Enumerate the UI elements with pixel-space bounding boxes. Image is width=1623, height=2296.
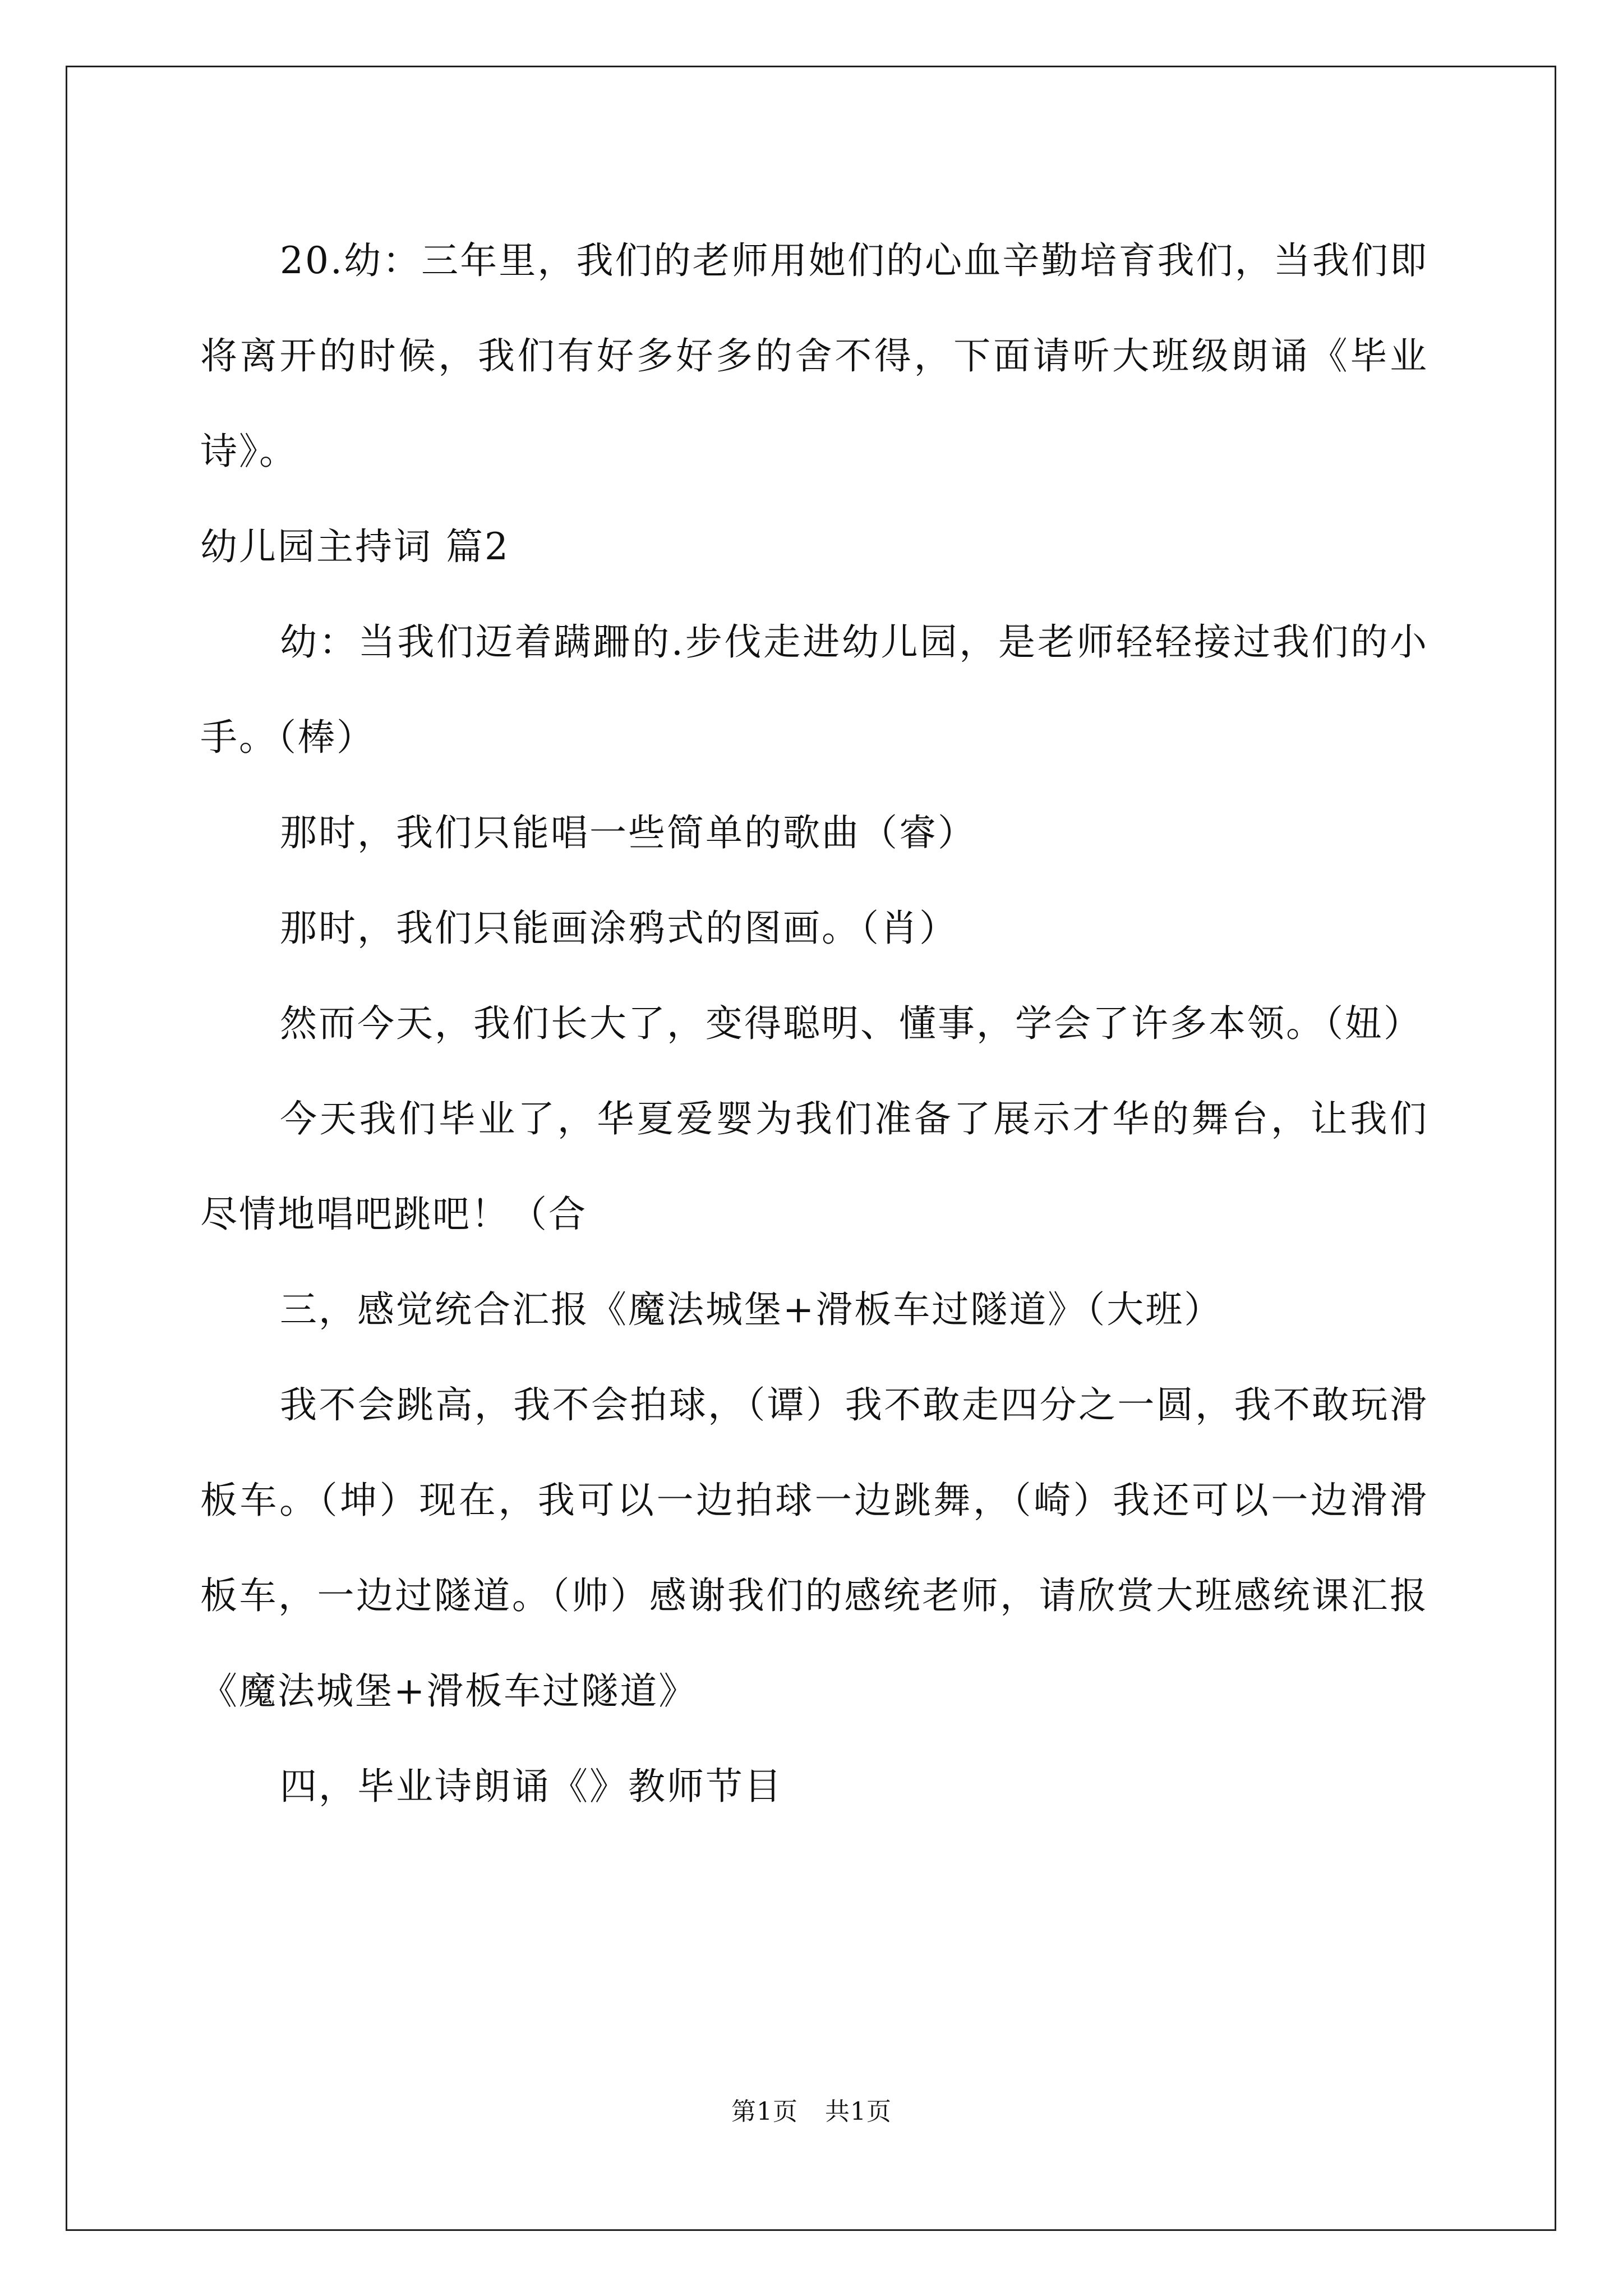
- page-number: 第1页: [731, 2097, 798, 2126]
- document-body: [200, 213, 1428, 1834]
- section-heading: 幼儿园主持词 篇2: [200, 525, 510, 568]
- paragraph-simple-songs: 那时，我们只能唱一些简单的歌曲（睿）: [280, 811, 976, 854]
- paragraph-grown-up: 然而今天，我们长大了，变得聪明、懂事，学会了许多本领。（妞）: [280, 1002, 1422, 1045]
- paragraph-doodle-drawings: 那时，我们只能画涂鸦式的图画。（肖）: [280, 907, 958, 950]
- page-total: 共1页: [825, 2097, 892, 2126]
- paragraph-first-steps: 幼：当我们迈着蹒跚的.步伐走进幼儿园，是老师轻轻接过我们的小手。（棒）: [200, 620, 1428, 759]
- paragraph-program-three: 三，感觉统合汇报《魔法城堡+滑板车过隧道》（大班）: [280, 1288, 1223, 1331]
- paragraph-sensory-report: 我不会跳高，我不会拍球，（谭）我不敢走四分之一圆，我不敢玩滑板车。（坤）现在，我可以一边拍球一边跳舞，（崎）我还可以一边滑滑板车，一边过隧道。（帅）感谢我们的感统老师，请欣赏大班感统课汇报《魔法城堡+滑板车过隧道》: [200, 1383, 1428, 1713]
- paragraph-graduation-stage: 今天我们毕业了，华夏爱婴为我们准备了展示才华的舞台，让我们尽情地唱吧跳吧！（合: [200, 1097, 1428, 1236]
- paragraph-closing-intro: 20.幼：三年里，我们的老师用她们的心血辛勤培育我们，当我们即将离开的时候，我们有好多好多的舍不得，下面请听大班级朗诵《毕业诗》。: [200, 239, 1428, 473]
- page-footer: [0, 2095, 1623, 2129]
- paragraph-program-four: 四，毕业诗朗诵《》教师节目: [280, 1765, 783, 1808]
